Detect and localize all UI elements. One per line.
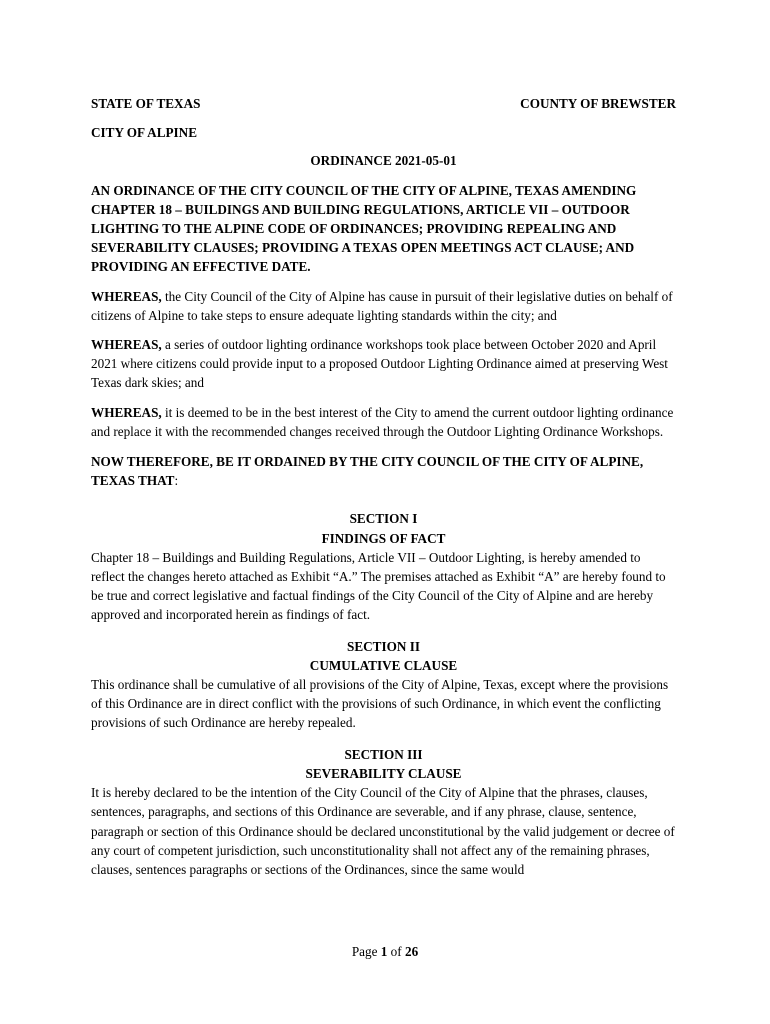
whereas-text: the City Council of the City of Alpine has cause in pursuit of their legislative duties on behalf of citizens of Alpine to take steps to ensure adequate lighting standards within the city; and — [91, 288, 673, 323]
ordinance-title: AN ORDINANCE OF THE CITY COUNCIL OF THE CITY OF ALPINE, TEXAS AMENDING CHAPTER 18 – BUILDINGS AND BUILDING REGULATIONS, ARTICLE VII – OUTDOOR LIGHTING TO THE ALPINE CODE OF ORDINANCES; PROVIDING REPEALING AND SEVERABILITY CLAUSES; PROVIDING A TEXAS OPEN MEETINGS ACT CLAUSE; AND PROVIDING AN EFFECTIVE DATE. — [91, 182, 637, 275]
page-prefix: Page — [351, 944, 381, 959]
section-2 — [91, 637, 676, 733]
section-body: Chapter 18 – Buildings and Building Regulations, Article VII – Outdoor Lighting, is hereby amended to reflect the changes hereto attached as Exhibit “A.” The premises attached as Exhibit “A” are hereby found to be true and correct legislative and factual findings of the City Council of the City of Alpine and are hereby approved and incorporated herein as findings of fact. — [91, 549, 666, 623]
page-total: 26 — [404, 944, 419, 959]
section-number: SECTION III — [344, 746, 423, 762]
now-therefore-text: NOW THEREFORE, BE IT ORDAINED BY THE CITY COUNCIL OF THE CITY OF ALPINE, TEXAS THAT — [91, 454, 644, 489]
section-body: It is hereby declared to be the intention of the City Council of the City of Alpine that the phrases, clauses, sentences, paragraphs, and sections of this Ordinance are severable, and if any phrase, clause, sentence, paragraph or section of this Ordinance should be declared unconstitutional by the valid judgement or decree of any court of competent jurisdiction, such unconstitutionality shall not affect any of the remaining phrases, clauses, sentences paragraphs or sections of the Ordinances, since the same would — [91, 785, 675, 877]
now-therefore-paragraph — [91, 452, 676, 490]
section-1 — [91, 509, 676, 624]
whereas-lead: WHEREAS, — [91, 288, 162, 304]
section-heading: FINDINGS OF FACT — [321, 530, 446, 546]
whereas-lead: WHEREAS, — [91, 404, 162, 420]
section-number: SECTION I — [349, 511, 418, 527]
section-3 — [91, 745, 676, 879]
page-mid: of — [387, 944, 405, 959]
whereas-text: a series of outdoor lighting ordinance workshops took place between October 2020 and April 2021 where citizens could provide input to a proposed Outdoor Lighting Ordinance aimed at preserving West Texas dark skies; and — [91, 337, 668, 391]
section-body: This ordinance shall be cumulative of all provisions of the City of Alpine, Texas, except where the provisions of this Ordinance are in direct conflict with the provisions of such Ordinance, in which event the conflicting provisions of such Ordinance are hereby repealed. — [91, 677, 669, 731]
county-label: COUNTY OF BREWSTER — [520, 96, 676, 111]
section-heading: CUMULATIVE CLAUSE — [309, 657, 458, 673]
state-label: STATE OF TEXAS — [91, 96, 201, 111]
page-footer — [0, 944, 770, 960]
page-current: 1 — [380, 944, 388, 959]
whereas-paragraph-3 — [91, 403, 676, 441]
section-number: SECTION II — [347, 638, 420, 654]
whereas-paragraph-2 — [91, 335, 676, 393]
city-label: CITY OF ALPINE — [91, 125, 198, 141]
document-page — [91, 94, 676, 879]
whereas-text: it is deemed to be in the best interest of the City to amend the current outdoor lighting ordinance and replace it with the recommended changes received through the Outdoor Lighting Ordinance Workshops. — [91, 404, 674, 439]
ordinance-number: ORDINANCE 2021-05-01 — [310, 153, 457, 169]
now-therefore-colon: : — [174, 473, 179, 489]
section-heading: SEVERABILITY CLAUSE — [305, 765, 462, 781]
whereas-paragraph-1 — [91, 287, 676, 325]
header-row — [91, 94, 676, 113]
whereas-lead: WHEREAS, — [91, 337, 162, 353]
